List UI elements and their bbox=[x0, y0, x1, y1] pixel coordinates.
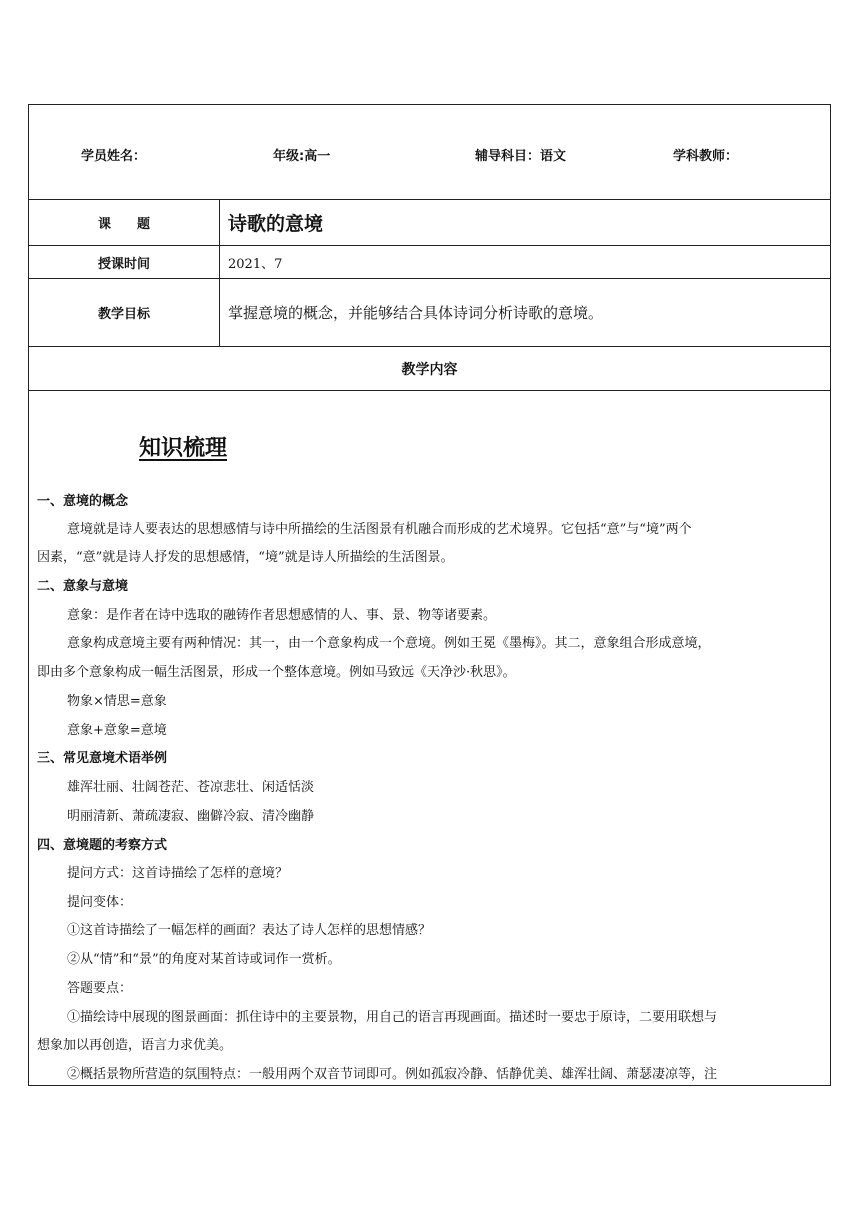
paragraph: ①这首诗描绘了一幅怎样的画面？表达了诗人怎样的思想情感？ bbox=[67, 923, 432, 938]
content-label: 教学内容 bbox=[401, 361, 458, 378]
paragraph: 意象：是作者在诗中选取的融铸作者思想感情的人、事、景、物等诸要素。 bbox=[67, 608, 497, 623]
heading-3: 三、常见意境术语举例 bbox=[37, 751, 168, 766]
paragraph: ②概括景物所营造的氛围特点：一般用两个双音节词即可。例如孤寂冷静、恬静优美、雄浑壮阔、萧瑟凄凉等，注 bbox=[67, 1067, 718, 1082]
section-title: 知识梳理 bbox=[139, 435, 228, 461]
term-list: 雄浑壮丽、壮阔苍茫、苍凉悲壮、闲适恬淡 bbox=[67, 780, 315, 795]
paragraph: 意象构成意境主要有两种情况：其一，由一个意象构成一个意境。例如王冕《墨梅》。其二，意象组合形成意境， bbox=[67, 636, 711, 651]
paragraph: 提问变体： bbox=[67, 895, 133, 910]
paragraph: ①描绘诗中展现的图景画面：抓住诗中的主要景物，用自己的语言再现画面。描述时一要忠于原诗，二要用联想与 bbox=[67, 1010, 718, 1025]
heading-1: 一、意境的概念 bbox=[37, 494, 129, 509]
lesson-sheet bbox=[28, 104, 831, 1086]
grade-label: 年级:高一 bbox=[273, 149, 331, 164]
paragraph: 提问方式：这首诗描绘了怎样的意境？ bbox=[67, 866, 289, 881]
time-value: 2021、7 bbox=[228, 256, 283, 272]
goal-value: 掌握意境的概念，并能够结合具体诗词分析诗歌的意境。 bbox=[228, 304, 604, 322]
topic-label: 课 题 bbox=[29, 200, 220, 245]
subject-label: 辅导科目：语文 bbox=[475, 149, 567, 164]
time-value-cell bbox=[228, 246, 830, 278]
teacher-label: 学科教师： bbox=[673, 149, 739, 164]
goal-label: 教学目标 bbox=[29, 279, 220, 346]
formula: 意象+意象=意境 bbox=[67, 723, 167, 738]
topic-value-cell bbox=[228, 200, 830, 245]
paragraph: 答题要点： bbox=[67, 981, 133, 996]
term-list: 明丽清新、萧疏凄寂、幽僻冷寂、清冷幽静 bbox=[67, 809, 315, 824]
time-row bbox=[29, 246, 830, 279]
topic-row bbox=[29, 200, 830, 246]
formula: 物象×情思=意象 bbox=[67, 694, 167, 709]
paragraph: 即由多个意象构成一幅生活图景，形成一个整体意境。例如马致远《天净沙·秋思》。 bbox=[37, 665, 516, 680]
content-label-row bbox=[29, 347, 830, 391]
goal-value-cell bbox=[228, 279, 830, 346]
goal-row bbox=[29, 279, 830, 347]
time-label: 授课时间 bbox=[29, 246, 220, 278]
paragraph: ②从“情”和“景”的角度对某首诗或词作一赏析。 bbox=[67, 952, 341, 967]
paragraph: 意境就是诗人要表达的思想感情与诗中所描绘的生活图景有机融合而形成的艺术境界。它包括“意”与“境”两个 bbox=[67, 522, 692, 537]
heading-4: 四、意境题的考察方式 bbox=[37, 838, 168, 853]
heading-2: 二、意象与意境 bbox=[37, 579, 129, 594]
student-name-label: 学员姓名： bbox=[81, 149, 147, 164]
paragraph: 因素，“意”就是诗人抒发的思想感情，“境”就是诗人所描绘的生活图景。 bbox=[37, 550, 454, 565]
header-row bbox=[29, 105, 830, 200]
paragraph: 想象加以再创造，语言力求优美。 bbox=[37, 1038, 233, 1053]
topic-value: 诗歌的意境 bbox=[228, 213, 324, 235]
